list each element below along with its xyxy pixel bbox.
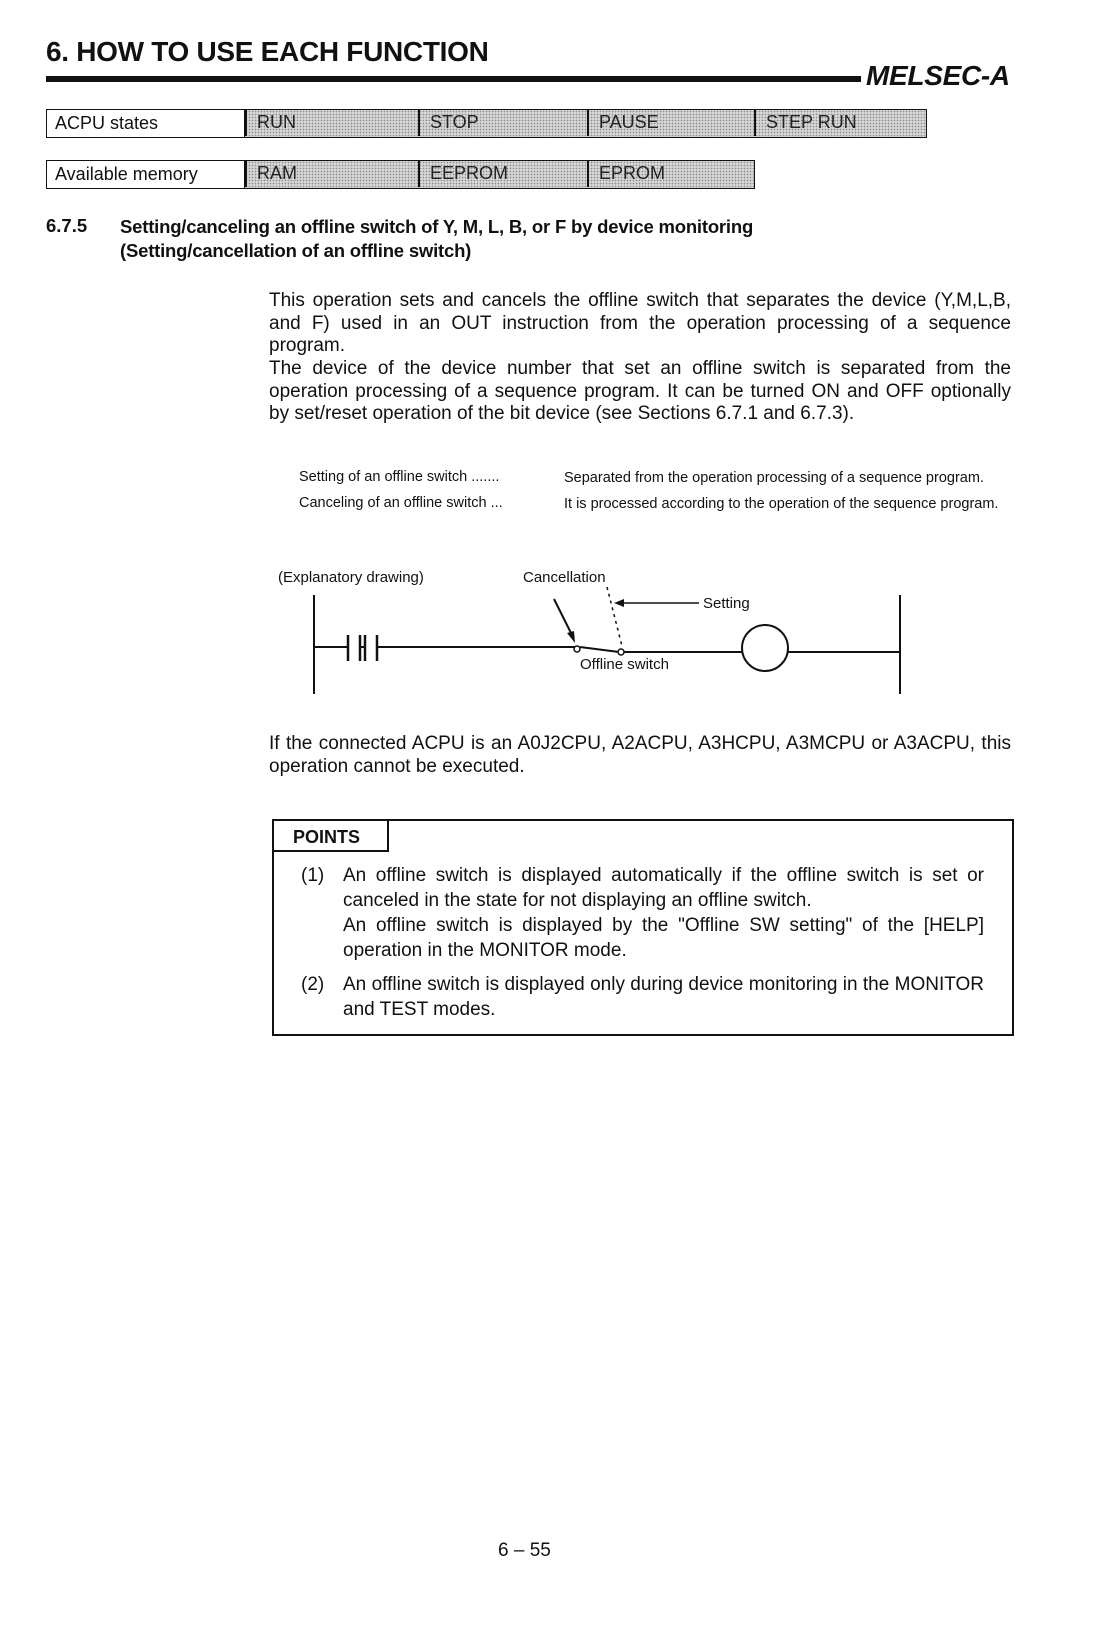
offline-switch-label: Offline switch [580,656,669,673]
offline-switch-symbol [574,646,742,655]
memory-eprom: EPROM [587,161,754,187]
point-text [343,972,984,1022]
cancellation-label: Cancellation [523,569,606,586]
point-text-line: An offline switch is displayed automatically if the offline switch is set or canceled in the state for not displaying an offline switch. [343,865,984,911]
definition-desc: Separated from the operation processing of a sequence program. [564,470,984,486]
definition-row [299,495,1004,513]
point-text-line: An offline switch is displayed by the "Offline SW setting" of the [HELP] operation in the MONITOR mode. [343,915,984,961]
point-text-line: An offline switch is displayed only during device monitoring in the MONITOR and TEST modes. [343,974,984,1020]
definition-list [299,469,1004,521]
available-memory-label: Available memory [46,160,245,189]
chapter-title: 6. HOW TO USE EACH FUNCTION [46,36,489,67]
points-label: POINTS [272,819,389,852]
section-number: 6.7.5 [46,215,88,236]
available-memory-row [46,160,755,189]
memory-eeprom: EEPROM [418,161,587,187]
body-paragraph-1: This operation sets and cancels the offline switch that separates the device (Y,M,L,B, and F) used in an OUT instruction from the operation processing of a sequence program. [269,290,1011,356]
memory-ram: RAM [245,161,418,187]
state-stop: STOP [418,110,587,136]
setting-label: Setting [703,595,750,612]
ladder-diagram [270,565,910,700]
point-number: (2) [301,974,325,995]
setting-arrow-icon [607,587,699,646]
section-title-line2: (Setting/cancellation of an offline switch) [120,240,472,261]
page-number: 6 – 55 [498,1540,551,1561]
points-list [301,863,984,1022]
brand-logo: MELSEC-A [866,60,1010,91]
cancellation-arrow-icon [554,599,575,643]
output-coil-icon [742,625,788,671]
definition-term: Setting of an offline switch ....... [299,469,500,485]
body-paragraph-2: The device of the device number that set an offline switch is separated from the operation processing of a sequence program. It can be turned ON and OFF optionally by set/reset operation of the bit device (see Sections 6.7.1 and 6.7.3). [269,358,1011,424]
point-item [301,863,984,963]
section-title-line1: Setting/canceling an offline switch of Y, M, L, B, or F by device monitoring [120,216,754,237]
acpu-states-cells [245,109,927,138]
point-item [301,972,984,1022]
available-memory-cells [245,160,755,189]
state-pause: PAUSE [587,110,754,136]
point-number: (1) [301,865,325,886]
definition-term: Canceling of an offline switch ... [299,495,503,511]
state-run: RUN [245,110,418,136]
acpu-states-label: ACPU states [46,109,245,138]
header-rule [46,76,861,82]
diagram-caption: (Explanatory drawing) [278,569,424,586]
section-title [120,215,753,263]
state-step-run: STEP RUN [754,110,926,136]
acpu-states-row [46,109,927,138]
normally-open-contact [314,635,377,661]
definition-row [299,469,1004,487]
body-paragraph-3: If the connected ACPU is an A0J2CPU, A2ACPU, A3HCPU, A3MCPU or A3ACPU, this operation cannot be executed. [269,733,1011,777]
definition-desc: It is processed according to the operation of the sequence program. [564,496,999,512]
point-text [343,863,984,963]
